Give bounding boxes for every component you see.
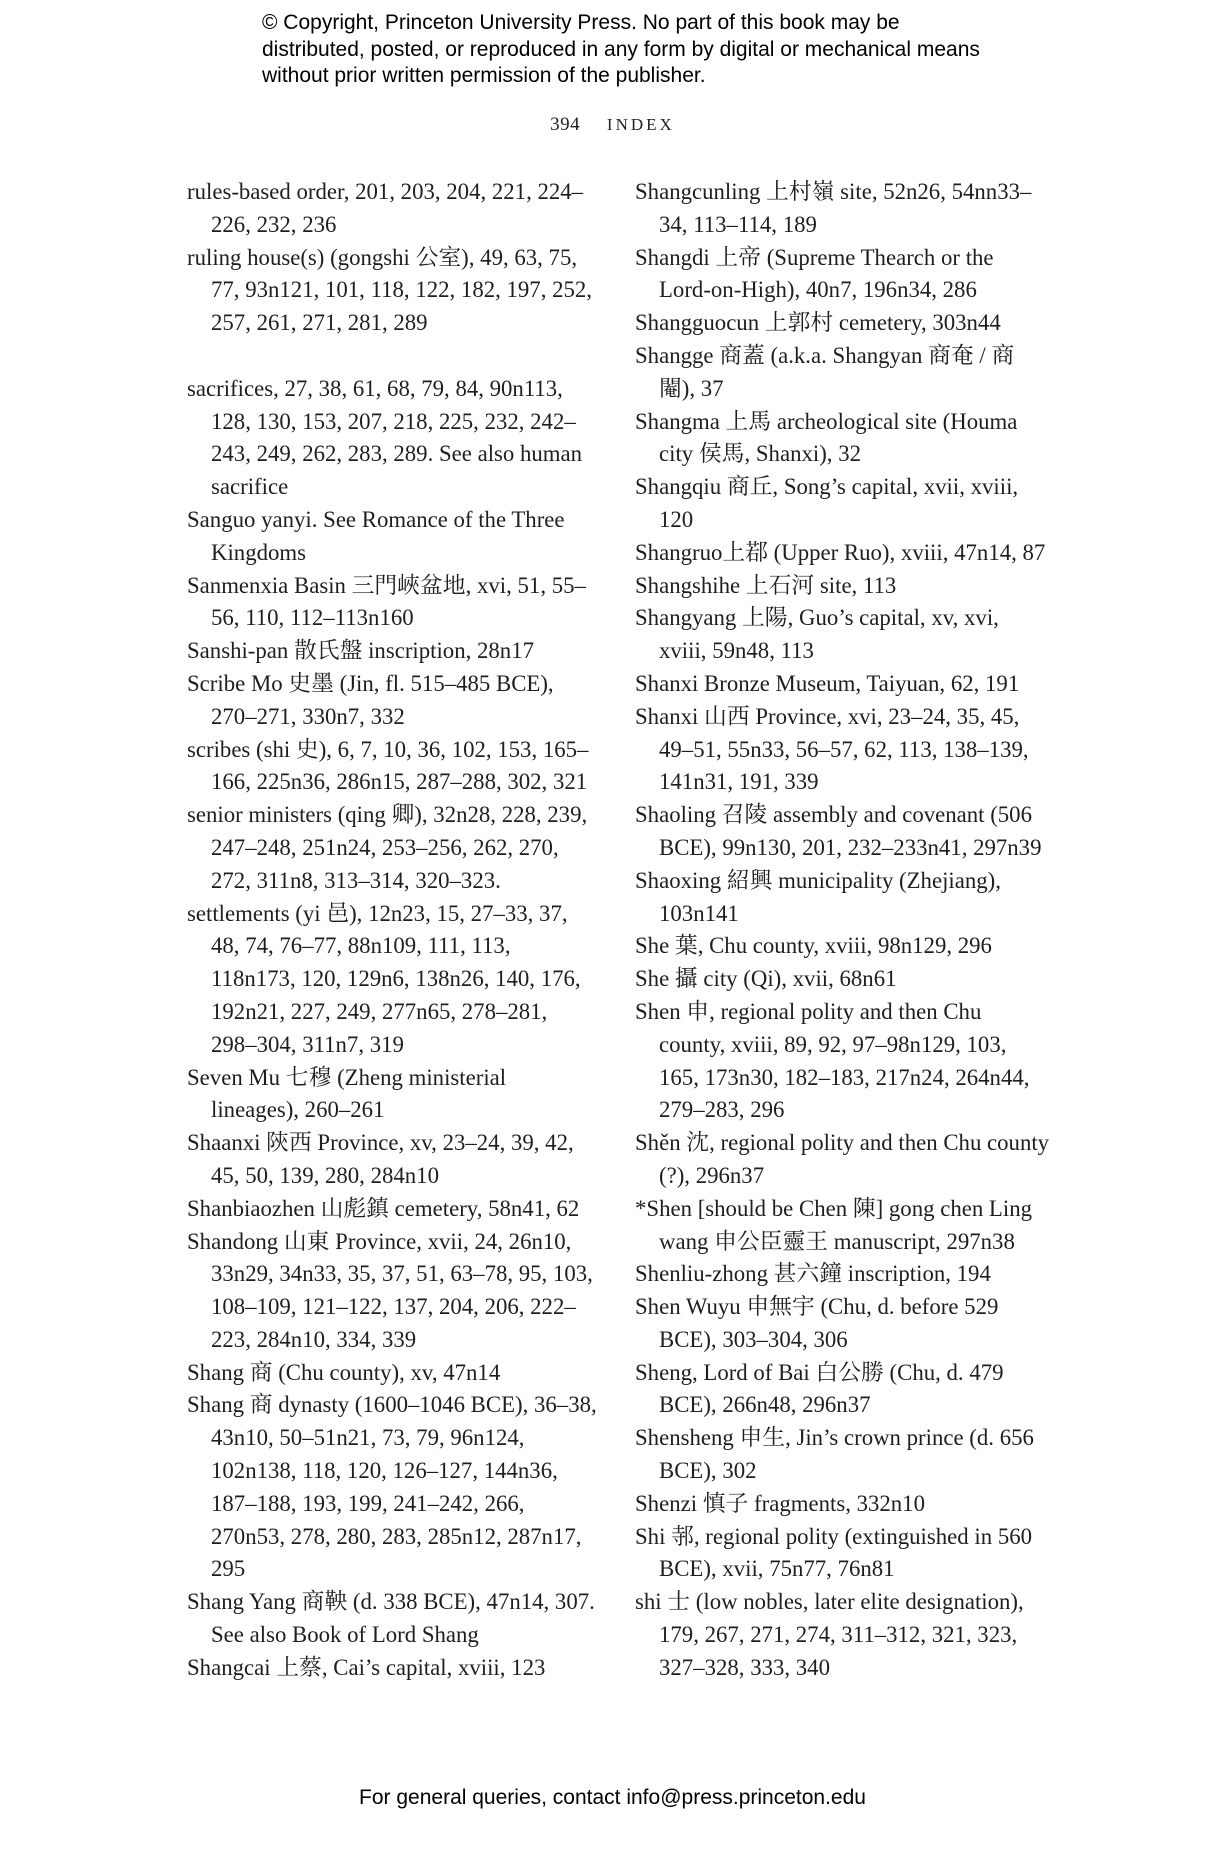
index-entry: Shangma 上馬 archeological site (Houma city 侯馬, Shanxi), 32 [635,408,1018,467]
index-entry: Shaoling 召陵 assembly and covenant (506 BCE), 99n130, 201, 232–233n41, 297n39 [635,802,1042,860]
index-entry: Shen 申, regional polity and then Chu county, xviii, 89, 92, 97–98n129, 103, 165, 173n30, 182–183, 217n24, 264n44, 279–283, 296 [635,998,1030,1123]
index-entry: Shangruo上鄀 (Upper Ruo), xviii, 47n14, 87 [635,539,1046,565]
index-entry: Shang 商 (Chu county), xv, 47n14 [187,1359,501,1385]
index-entry: scribes (shi 史), 6, 7, 10, 36, 102, 153, 165–166, 225n36, 286n15, 287–288, 302, 321 [187,736,589,795]
index-entry: Shensheng 申生, Jin’s crown prince (d. 656 BCE), 302 [635,1425,1034,1484]
index-entry: *Shen [should be Chen 陳] gong chen Ling wang 申公臣靈王 manuscript, 297n38 [635,1195,1032,1254]
index-entry: Shěn 沈, regional polity and then Chu county (?), 296n37 [635,1130,1050,1188]
index-entry: Shi 邿, regional polity (extinguished in 560 BCE), xvii, 75n77, 76n81 [635,1523,1033,1582]
index-column-left [187,176,597,1685]
index-entry: rules-based order, 201, 203, 204, 221, 224–226, 232, 236 [187,179,584,237]
index-entry: Shangqiu 商丘, Song’s capital, xvii, xviii, 120 [635,474,1019,532]
index-entry: Sanshi-pan 散氏盤 inscription, 28n17 [187,638,534,664]
index-entry: Shenliu-zhong 甚六鐘 inscription, 194 [635,1261,991,1287]
letter-group-gap [187,340,597,373]
index-entry: Shanbiaozhen 山彪鎮 cemetery, 58n41, 62 [187,1195,580,1221]
index-entry: Sanguo yanyi. See Romance of the Three Kingdoms [187,506,565,565]
index-entry: Shen Wuyu 申無宇 (Chu, d. before 529 BCE), 303–304, 306 [635,1294,999,1352]
index-entry: Shangcai 上蔡, Cai’s capital, xviii, 123 [187,1654,546,1680]
index-entry: Shaoxing 紹興 municipality (Zhejiang), 103n141 [635,867,1001,926]
index-entry: She 葉, Chu county, xviii, 98n129, 296 [635,933,992,959]
index-entry: Shenzi 慎子 fragments, 332n10 [635,1490,925,1516]
index-entry: Shangshihe 上石河 site, 113 [635,572,897,598]
page-number: 394 [550,114,581,135]
index-entry: Sanmenxia Basin 三門峽盆地, xvi, 51, 55–56, 110, 112–113n160 [187,572,586,631]
index-entry: settlements (yi 邑), 12n23, 15, 27–33, 37, 48, 74, 76–77, 88n109, 111, 113, 118n173, 120, 129n6, 138n26, 140, 176, 192n21, 227, 249, 277n65, 278–281, 298–304, 311n7, 319 [187,900,581,1057]
index-column-right [635,176,1050,1685]
index-entry: Shangge 商蓋 (a.k.a. Shangyan 商奄 / 商閹), 37 [635,342,1015,401]
index-entry: Shangcunling 上村嶺 site, 52n26, 54nn33–34, 113–114, 189 [635,179,1032,237]
index-entry: ruling house(s) (gongshi 公室), 49, 63, 75, 77, 93n121, 101, 118, 122, 182, 197, 252, 257, 261, 271, 281, 289 [187,244,593,336]
index-entry: shi 士 (low nobles, later elite designation), 179, 267, 271, 274, 311–312, 321, 323, 327–328, 333, 340 [635,1589,1024,1680]
running-head [0,114,1225,136]
index-entry: Shangguocun 上郭村 cemetery, 303n44 [635,310,1001,336]
index-entry: Shangdi 上帝 (Supreme Thearch or the Lord-on-High), 40n7, 196n34, 286 [635,244,994,303]
running-head-title: INDEX [606,115,675,134]
index-entry: sacrifices, 27, 38, 61, 68, 79, 84, 90n113, 128, 130, 153, 207, 218, 225, 232, 242–243, 249, 262, 283, 289. See also human sacrifice [187,375,583,500]
index-entry: Shang 商 dynasty (1600–1046 BCE), 36–38, 43n10, 50–51n21, 73, 79, 96n124, 102n138, 118, 120, 126–127, 144n36, 187–188, 193, 199, 241–242, 266, 270n53, 278, 280, 283, 285n12, 287n17, 295 [187,1392,597,1582]
index-entry: Shangyang 上陽, Guo’s capital, xv, xvi, xviii, 59n48, 113 [635,605,999,664]
index-entry: She 攝 city (Qi), xvii, 68n61 [635,966,897,992]
index-entry: Sheng, Lord of Bai 白公勝 (Chu, d. 479 BCE), 266n48, 296n37 [635,1359,1004,1418]
copyright-notice: © Copyright, Princeton University Press. No part of this book may be distributed, posted, or reproduced in any form by digital or mechanical means without prior written permission of the publisher. [262,11,980,87]
index-entry: Seven Mu 七穆 (Zheng ministerial lineages), 260–261 [187,1064,507,1123]
index-entry: Shandong 山東 Province, xvii, 24, 26n10, 33n29, 34n33, 35, 37, 51, 63–78, 95, 103, 108–109, 121–122, 137, 204, 206, 222–223, 284n10, 334, 339 [187,1228,593,1352]
index-entry: Shang Yang 商鞅 (d. 338 BCE), 47n14, 307. See also Book of Lord Shang [187,1589,595,1648]
contact-footer: For general queries, contact info@press.princeton.edu [359,1786,866,1809]
index-entry: Shaanxi 陝西 Province, xv, 23–24, 39, 42, 45, 50, 139, 280, 284n10 [187,1130,574,1188]
index-entry: Shanxi 山西 Province, xvi, 23–24, 35, 45, 49–51, 55n33, 56–57, 62, 113, 138–139, 141n31, 191, 339 [635,703,1029,795]
index-entry: senior ministers (qing 卿), 32n28, 228, 239, 247–248, 251n24, 253–256, 262, 270, 272, 311n8, 313–314, 320–323. [187,802,588,893]
index-entry: Shanxi Bronze Museum, Taiyuan, 62, 191 [635,670,1020,696]
index-entry: Scribe Mo 史墨 (Jin, fl. 515–485 BCE), 270–271, 330n7, 332 [187,670,554,729]
